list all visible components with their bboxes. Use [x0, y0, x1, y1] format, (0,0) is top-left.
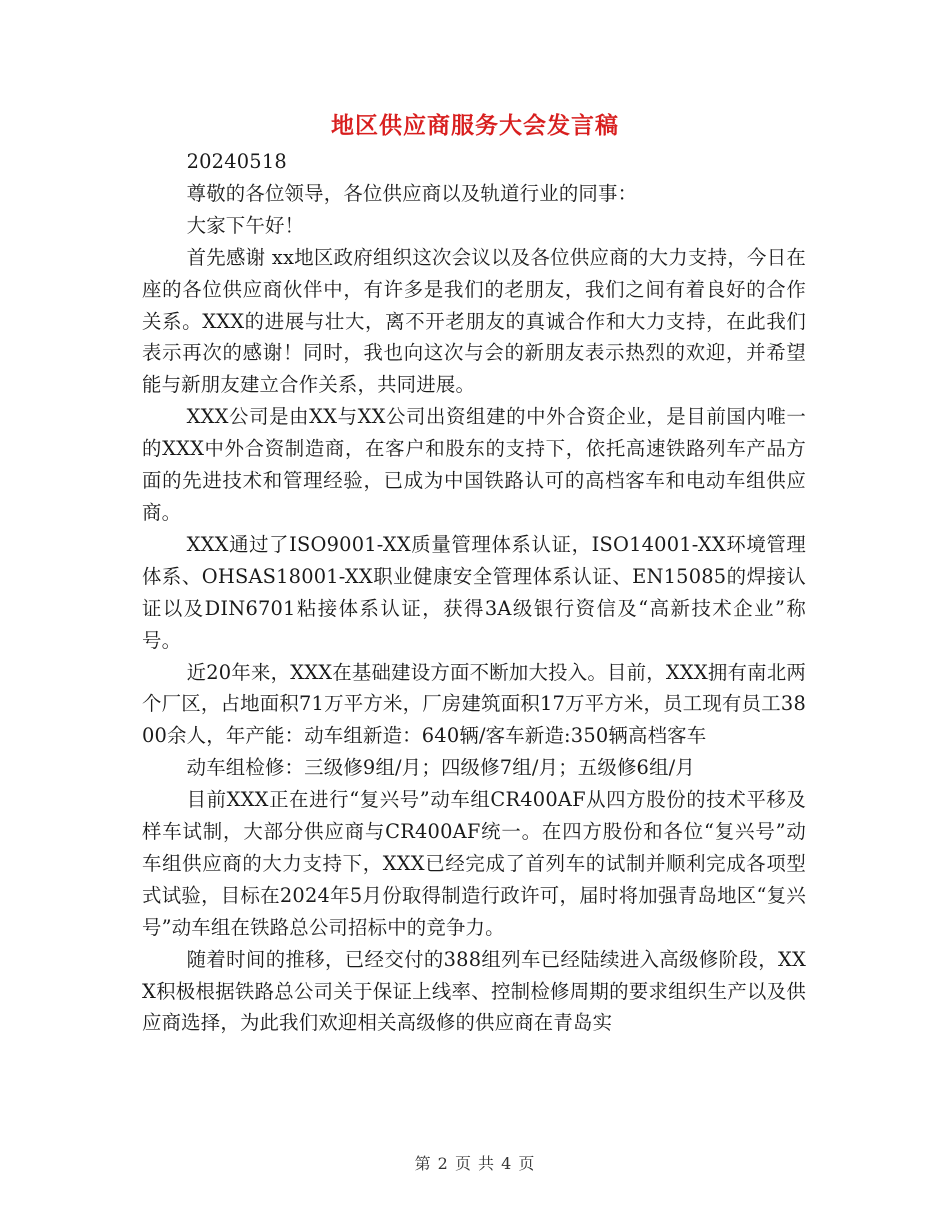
document-title: 地区供应商服务大会发言稿 — [331, 112, 619, 139]
paragraph-company-intro: XXX公司是由XX与XX公司出资组建的中外合资企业，是目前国内唯一的XXX中外合资制造商，在客户和股东的支持下，依托高速铁路列车产品方面的先进技术和管理经验，已成为中国铁路认可的高档客车和电动车组供应商。 — [142, 405, 806, 524]
document-body — [142, 146, 806, 1039]
paragraph-maintenance-capacity: 动车组检修：三级修9组/月；四级修7组/月；五级修6组/月 — [186, 756, 696, 780]
paragraph-investment: 近20年来，XXX在基础建设方面不断加大投入。目前，XXX拥有南北两个厂区，占地面积71万平方米，厂房建筑面积17万平方米，员工现有员工3800余人，年产能：动车组新造：640辆/客车新造:350辆高档客车 — [142, 660, 806, 748]
date-line: 20240518 — [186, 150, 287, 173]
paragraph-fuxing: 目前XXX正在进行“复兴号”动车组CR400AF从四方股份的技术平移及样车试制，大部分供应商与CR400AF统一。在四方股份和各位“复兴号”动车组供应商的大力支持下，XXX已经完成了首列车的试制并顺利完成各项型式试验，目标在2024年5月份取得制造行政许可，届时将加强青岛地区“复兴号”动车组在铁路总公司招标中的竞争力。 — [142, 788, 806, 939]
paragraph-advanced-repair: 随着时间的推移，已经交付的388组列车已经陆续进入高级修阶段，XXX积极根据铁路总公司关于保证上线率、控制检修周期的要求组织生产以及供应商选择，为此我们欢迎相关高级修的供应商在青岛实 — [142, 947, 806, 1035]
greeting: 大家下午好！ — [186, 213, 305, 237]
paragraph-thanks: 首先感谢 xx地区政府组织这次会议以及各位供应商的大力支持，今日在座的各位供应商伙伴中，有许多是我们的老朋友，我们之间有着良好的合作关系。XXX的进展与壮大，离不开老朋友的真诚合作和大力支持，在此我们表示再次的感谢！同时，我也向这次与会的新朋友表示热烈的欢迎，并希望能与新朋友建立合作关系，共同进展。 — [142, 245, 806, 397]
page-number-label: 第 2 页 共 4 页 — [414, 1154, 536, 1173]
page-footer — [0, 1152, 950, 1176]
salutation: 尊敬的各位领导，各位供应商以及轨道行业的同事： — [186, 181, 638, 205]
paragraph-certifications: XXX通过了ISO9001-XX质量管理体系认证，ISO14001-XX环境管理体系、OHSAS18001-XX职业健康安全管理体系认证、EN15085的焊接认证以及DIN6701粘接体系认证，获得3A级银行资信及“高新技术企业”称号。 — [142, 532, 806, 652]
